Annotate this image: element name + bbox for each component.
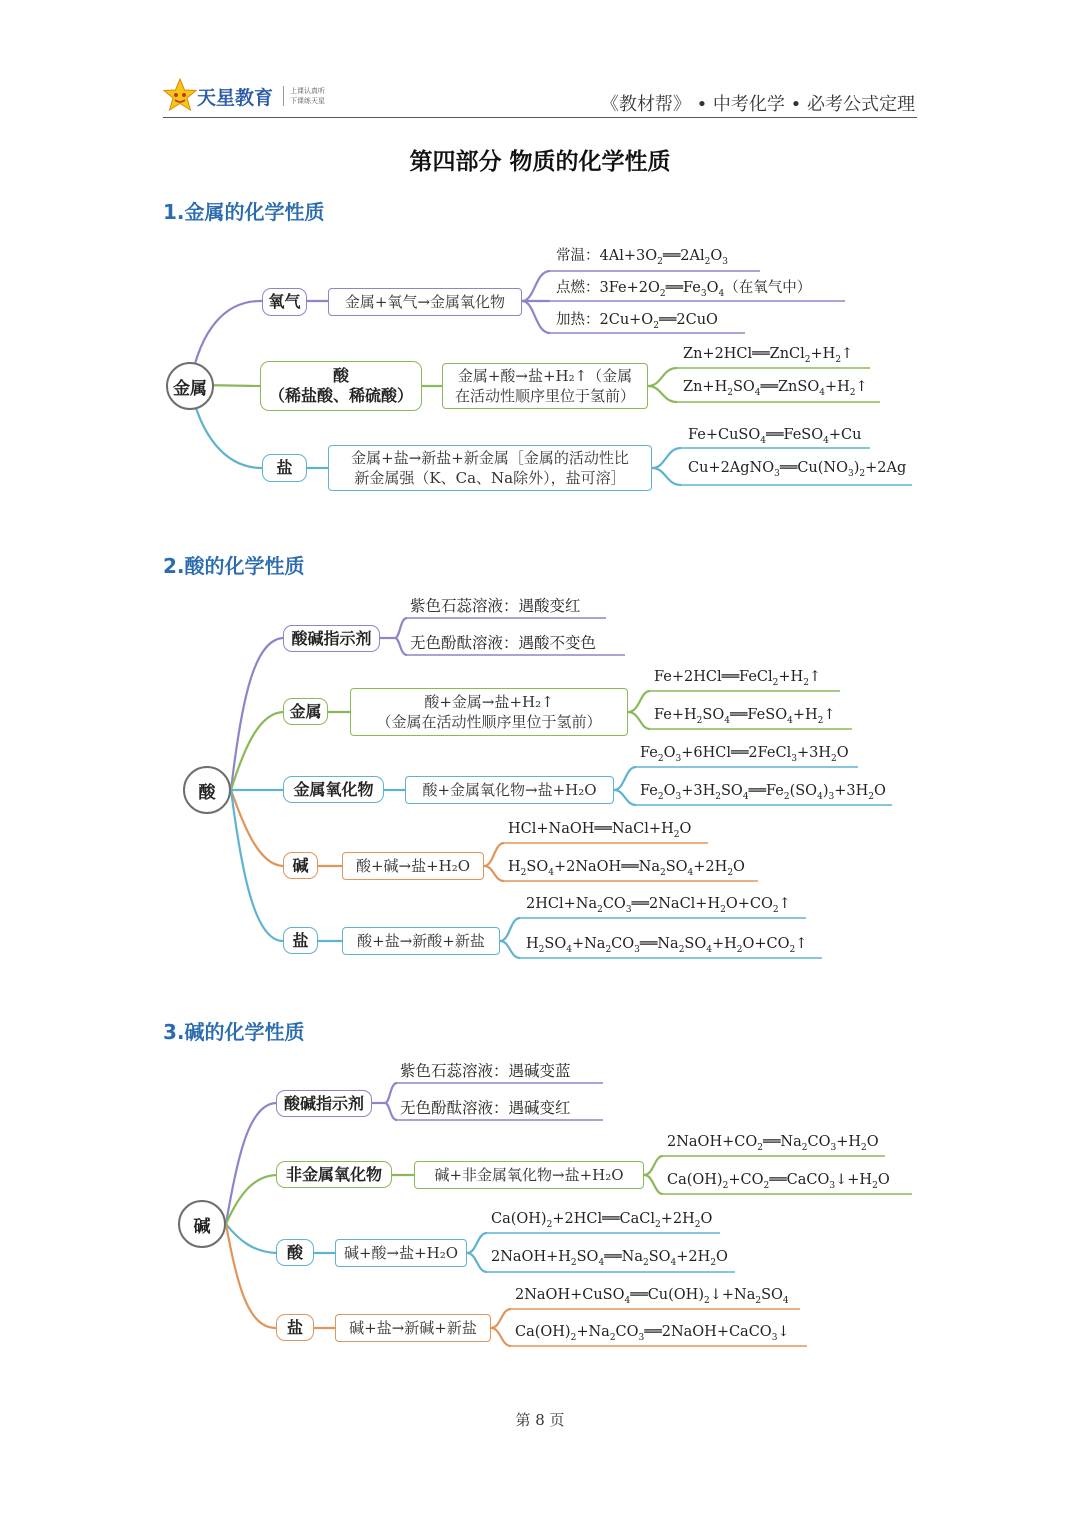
equation-h2so4-naoh: $H_2SO_4+2NaOH══Na_2SO_4+2H_2O$ <box>508 859 745 878</box>
equation-zn-h2so4: $Zn+H_2SO_4══ZnSO_4+H_2↑$ <box>683 379 868 398</box>
page-title: 第四部分 物质的化学性质 <box>409 149 671 175</box>
rule-metal-acid-line-1: 金属+酸→盐+H₂↑（金属 <box>457 367 633 385</box>
section-title-metal: 1.金属的化学性质 <box>163 200 325 224</box>
brand-name: 天星教育 <box>197 87 274 109</box>
rule-metal-salt-line-2: 新金属强（K、Ca、Na除外），盐可溶］ <box>354 469 626 487</box>
rule-acid-metal <box>350 688 628 736</box>
equation-caoh2-na2co3: $Ca(OH)_2+Na_2CO_3══2NaOH+CaCO_3↓$ <box>515 1324 790 1343</box>
mindmap-base <box>0 1052 1080 1362</box>
root-node-base: 碱 <box>178 1200 226 1248</box>
rule-base-salt: 碱+盐→新碱+新盐 <box>335 1314 491 1342</box>
star-icon <box>163 78 197 114</box>
category-acid: 酸 <box>276 1239 314 1266</box>
book-info: 《教材帮》 • 中考化学 • 必考公式定理 <box>600 94 915 115</box>
rule-acid-metal-oxide: 酸+金属氧化物→盐+H₂O <box>405 776 614 804</box>
category-nonmetal-oxide: 非金属氧化物 <box>276 1161 392 1188</box>
section-title-acid: 2.酸的化学性质 <box>163 554 305 578</box>
equation-al-oxygen: 常温：$4Al+3O_2══2Al_2O_3$ <box>556 248 728 267</box>
header-divider <box>163 117 917 118</box>
equation-zn-hcl: $Zn+2HCl══ZnCl_2+H_2↑$ <box>683 346 854 365</box>
equation-caoh2-hcl: $Ca(OH)_2+2HCl══CaCl_2+2H_2O$ <box>491 1211 713 1230</box>
category-indicator: 酸碱指示剂 <box>276 1090 372 1117</box>
equation-caoh2-co2: $Ca(OH)_2+CO_2══CaCO_3↓+H_2O$ <box>667 1172 890 1191</box>
indicator-litmus-acid: 紫色石蕊溶液：遇酸变红 <box>410 597 581 615</box>
root-node-metal: 金属 <box>166 362 214 410</box>
rule-base-nonmetal-oxide: 碱+非金属氧化物→盐+H₂O <box>414 1161 644 1189</box>
mindmap-metal <box>0 230 1080 500</box>
category-acid-line-2: （稀盐酸、稀硫酸） <box>268 386 413 405</box>
rule-metal-acid <box>442 363 648 409</box>
equation-fe2o3-h2so4: $Fe_2O_3+3H_2SO_4══Fe_2(SO_4)_3+3H_2O$ <box>640 783 886 802</box>
category-base: 碱 <box>283 852 318 879</box>
equation-fe2o3-hcl: $Fe_2O_3+6HCl══2FeCl_3+3H_2O$ <box>640 745 849 764</box>
equation-fe-cuso4: Fe+CuSO$_4$══FeSO$_4$+Cu <box>688 427 862 446</box>
equation-hcl-naoh: $HCl+NaOH══NaCl+H_2O$ <box>508 821 692 840</box>
page-number: 第 8 页 <box>515 1411 565 1429</box>
equation-fe-hcl: $Fe+2HCl══FeCl_2+H_2↑$ <box>654 669 822 688</box>
slogan-line-1: 上课认真听 <box>290 87 325 95</box>
logo-divider <box>283 86 284 106</box>
slogan-line-2: 下课练天星 <box>290 97 325 105</box>
section-title-base: 3.碱的化学性质 <box>163 1020 305 1044</box>
mindmap-acid <box>0 585 1080 970</box>
category-metal-oxide: 金属氧化物 <box>283 776 384 803</box>
rule-acid-salt: 酸+盐→新酸+新盐 <box>342 927 500 955</box>
equation-fe-oxygen: 点燃：$3Fe+2O_2══Fe_3O_4$（在氧气中） <box>556 280 812 299</box>
equation-naoh-h2so4: $2NaOH+H_2SO_4══Na_2SO_4+2H_2O$ <box>491 1249 728 1268</box>
category-acid <box>260 361 422 411</box>
category-salt: 盐 <box>283 927 318 954</box>
rule-metal-salt <box>328 445 652 491</box>
category-oxygen: 氧气 <box>262 288 307 316</box>
equation-cu-oxygen: 加热：$2Cu+O_2══2CuO$ <box>556 312 718 331</box>
rule-metal-oxygen: 金属+氧气→金属氧化物 <box>328 288 522 316</box>
category-metal: 金属 <box>283 698 328 725</box>
category-salt: 盐 <box>262 454 307 482</box>
rule-acid-metal-line-2: （金属在活动性顺序里位于氢前） <box>376 713 602 731</box>
category-acid-line-1: 酸 <box>332 366 349 385</box>
equation-fe-h2so4: $Fe+H_2SO_4══FeSO_4+H_2↑$ <box>654 707 836 726</box>
equation-cu-agno3: $Cu+2AgNO_3══Cu(NO_3)_2+2Ag$ <box>688 460 907 479</box>
indicator-phenolphthalein-acid: 无色酚酞溶液：遇酸不变色 <box>410 634 597 652</box>
category-indicator: 酸碱指示剂 <box>283 625 380 652</box>
equation-hcl-na2co3: $2HCl+Na_2CO_3══2NaCl+H_2O+CO_2↑$ <box>526 896 791 915</box>
indicator-phenolphthalein-base: 无色酚酞溶液：遇碱变红 <box>400 1099 571 1117</box>
rule-acid-base: 酸+碱→盐+H₂O <box>342 852 484 880</box>
brand-logo <box>163 76 363 116</box>
rule-acid-metal-line-1: 酸+金属→盐+H₂↑ <box>424 693 554 711</box>
rule-metal-acid-line-2: 在活动性顺序里位于氢前） <box>454 387 635 405</box>
equation-naoh-cuso4: $2NaOH+CuSO_4══Cu(OH)_2↓+Na_2SO_4$ <box>515 1287 789 1306</box>
root-node-acid: 酸 <box>183 766 231 814</box>
indicator-litmus-base: 紫色石蕊溶液：遇碱变蓝 <box>400 1062 571 1080</box>
equation-naoh-co2: $2NaOH+CO_2══Na_2CO_3+H_2O$ <box>667 1134 879 1153</box>
rule-metal-salt-line-1: 金属+盐→新盐+新金属［金属的活动性比 <box>351 449 629 467</box>
rule-base-acid: 碱+酸→盐+H₂O <box>335 1239 467 1267</box>
equation-h2so4-na2co3: $H_2SO_4+Na_2CO_3══Na_2SO_4+H_2O+CO_2↑$ <box>526 936 808 955</box>
category-salt: 盐 <box>276 1314 314 1341</box>
